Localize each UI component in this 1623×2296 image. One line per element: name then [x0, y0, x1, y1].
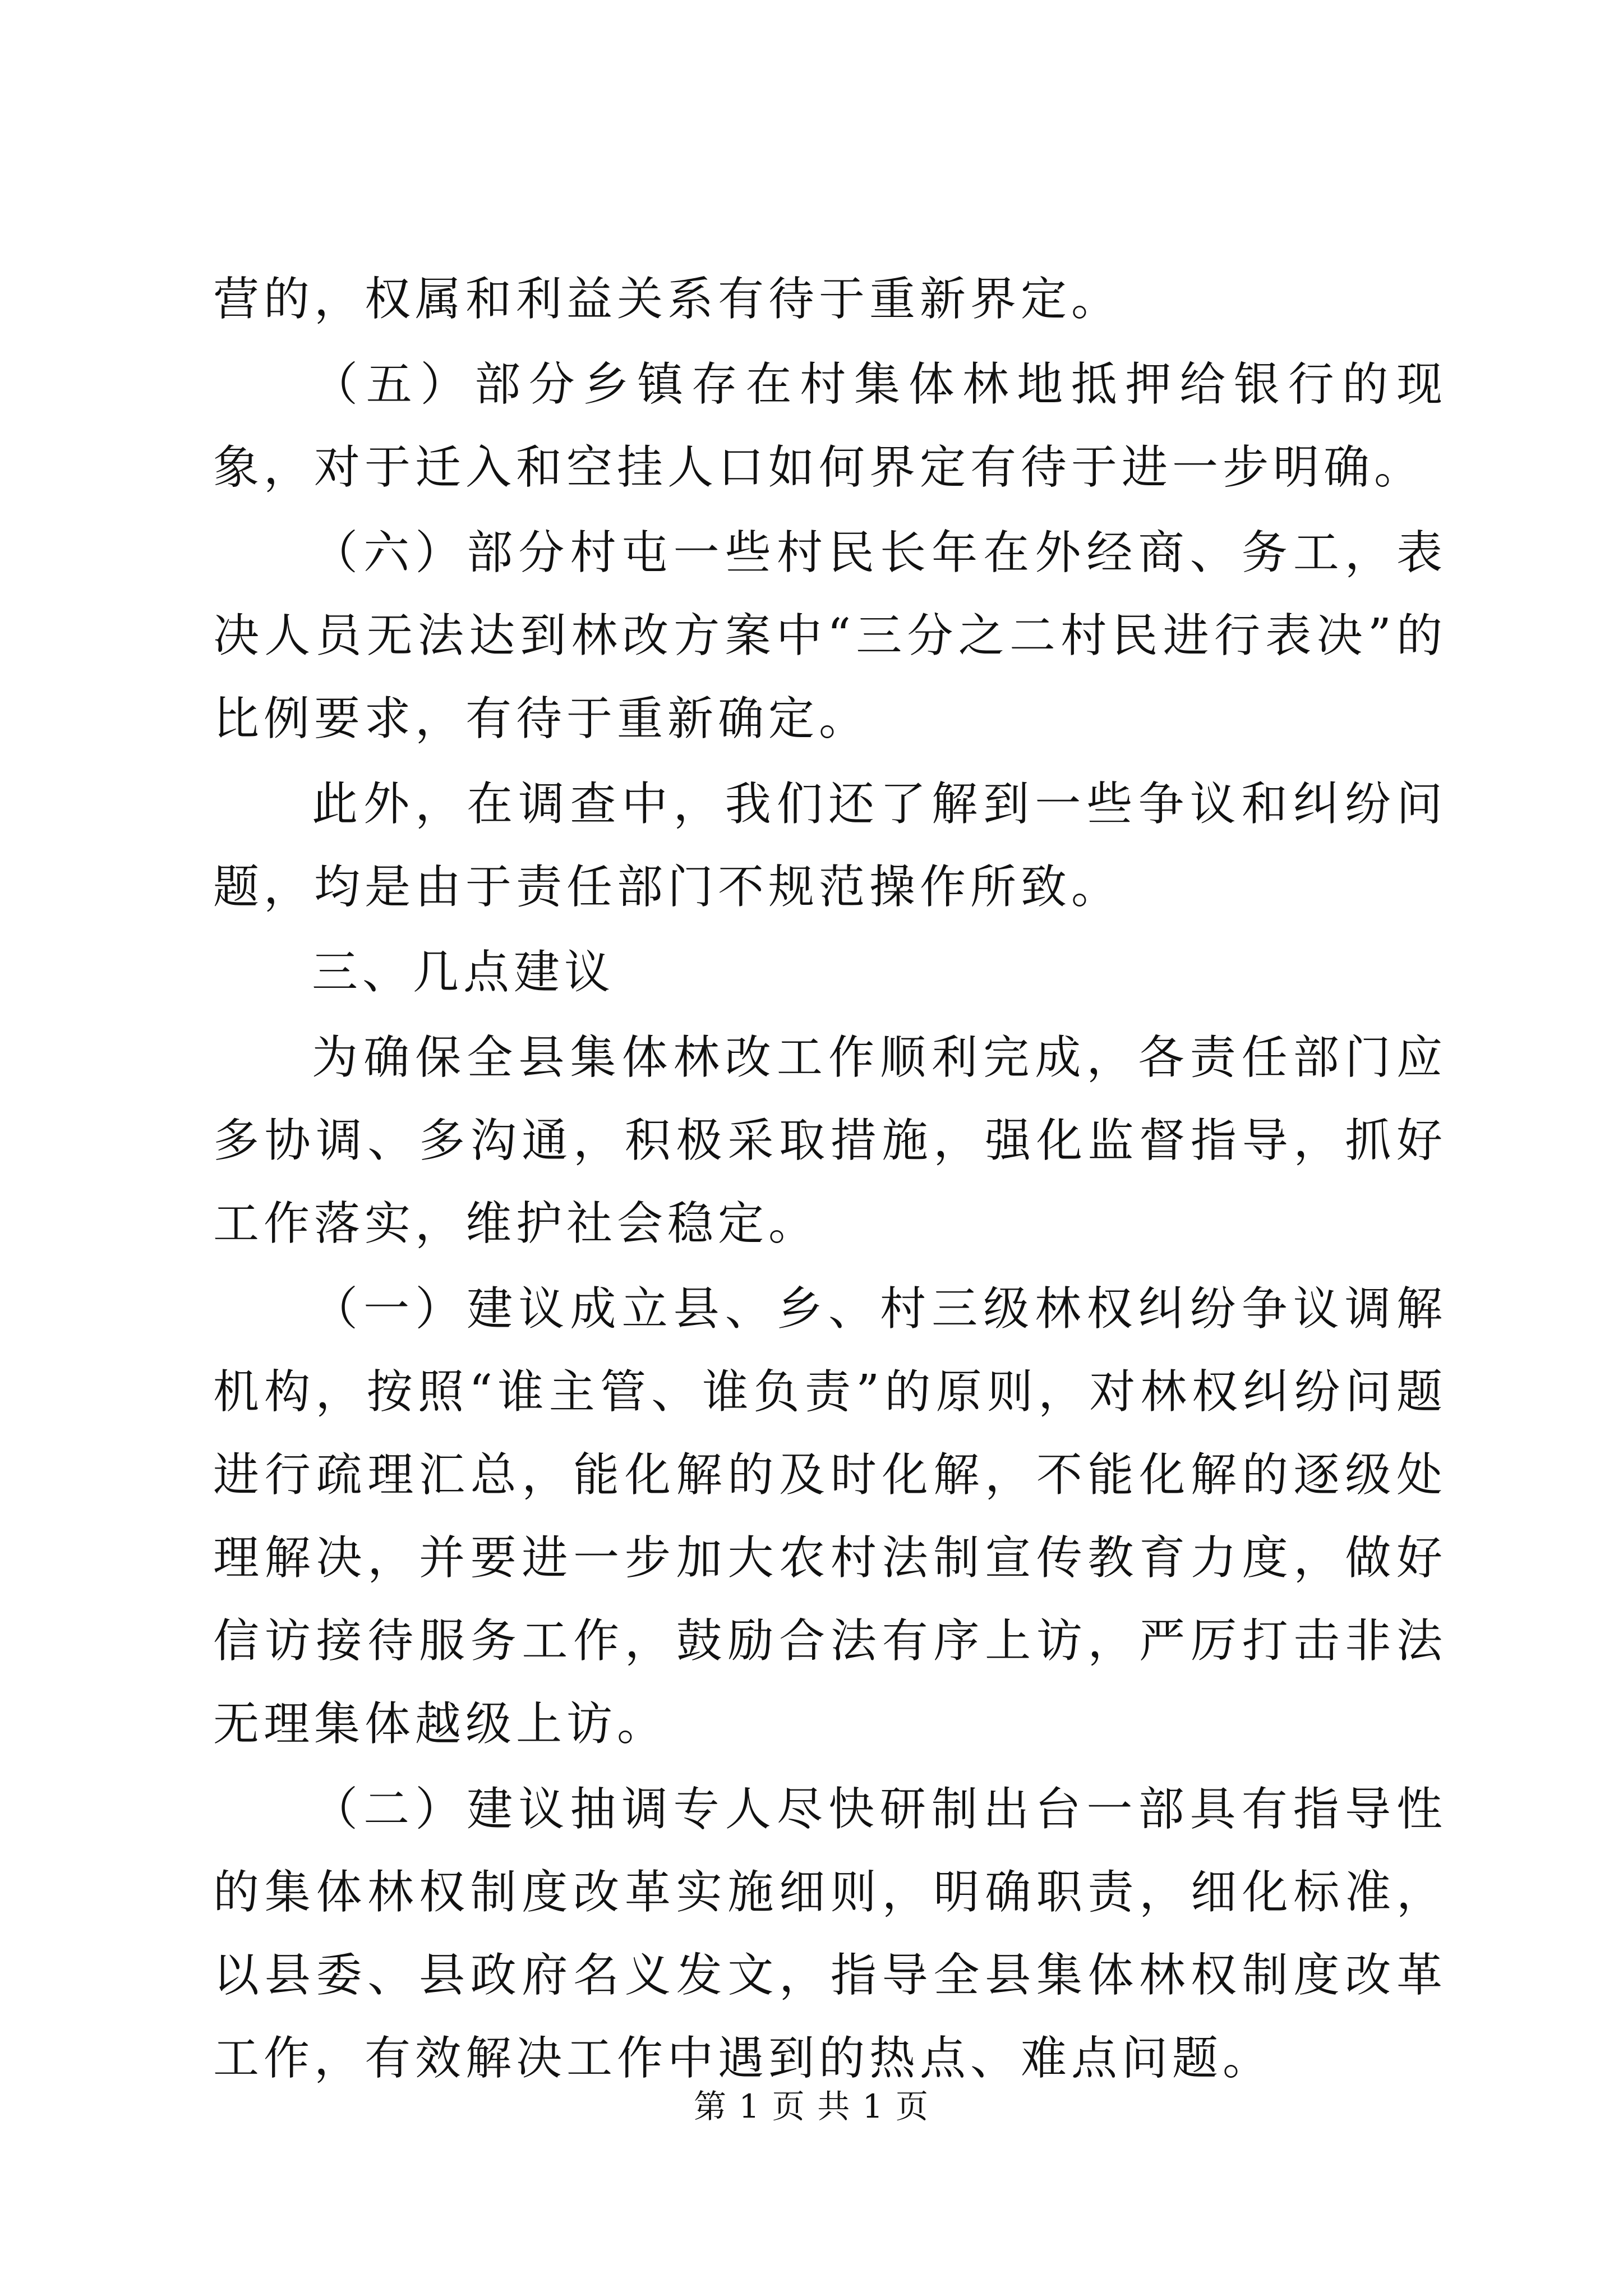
paragraph-suggestion-1: （一）建议成立县、乡、村三级林权纠纷争议调解机构，按照“谁主管、谁负责”的原则，对林权纠纷问题进行疏理汇总，能化解的及时化解，不能化解的逐级处理解决，并要进一步加大农村法制宣传教育力度，做好信访接待服务工作，鼓励合法有序上访，严厉打击非法无理集体越级上访。	[213, 1282, 1447, 1751]
paragraph-suggestion-2: （二）建议抽调专人尽快研制出台一部具有指导性的集体林权制度改革实施细则，明确职责，细化标准，以县委、县政府名义发文，指导全县集体林权制度改革工作，有效解决工作中遇到的热点、难点问题。	[213, 1783, 1447, 2085]
document-body	[213, 258, 1447, 2100]
paragraph-additional-note: 此外，在调查中，我们还了解到一些争议和纠纷问题，均是由于责任部门不规范操作所致。	[213, 777, 1447, 914]
paragraph-item-6: （六）部分村屯一些村民长年在外经商、务工，表决人员无法达到林改方案中“三分之二村民进行表决”的比例要求，有待于重新确定。	[213, 526, 1447, 746]
paragraph-suggestions-intro: 为确保全县集体林改工作顺利完成，各责任部门应多协调、多沟通，积极采取措施，强化监督指导，抓好工作落实，维护社会稳定。	[213, 1031, 1447, 1250]
page-footer: 第 1 页 共 1 页	[694, 2087, 929, 2125]
paragraph-continuation: 营的，权属和利益关系有待于重新界定。	[213, 273, 1122, 326]
paragraph-item-5: （五）部分乡镇存在村集体林地抵押给银行的现象，对于迁入和空挂人口如何界定有待于进一步明确。	[213, 358, 1447, 494]
section-heading-suggestions: 三、几点建议	[312, 946, 615, 999]
